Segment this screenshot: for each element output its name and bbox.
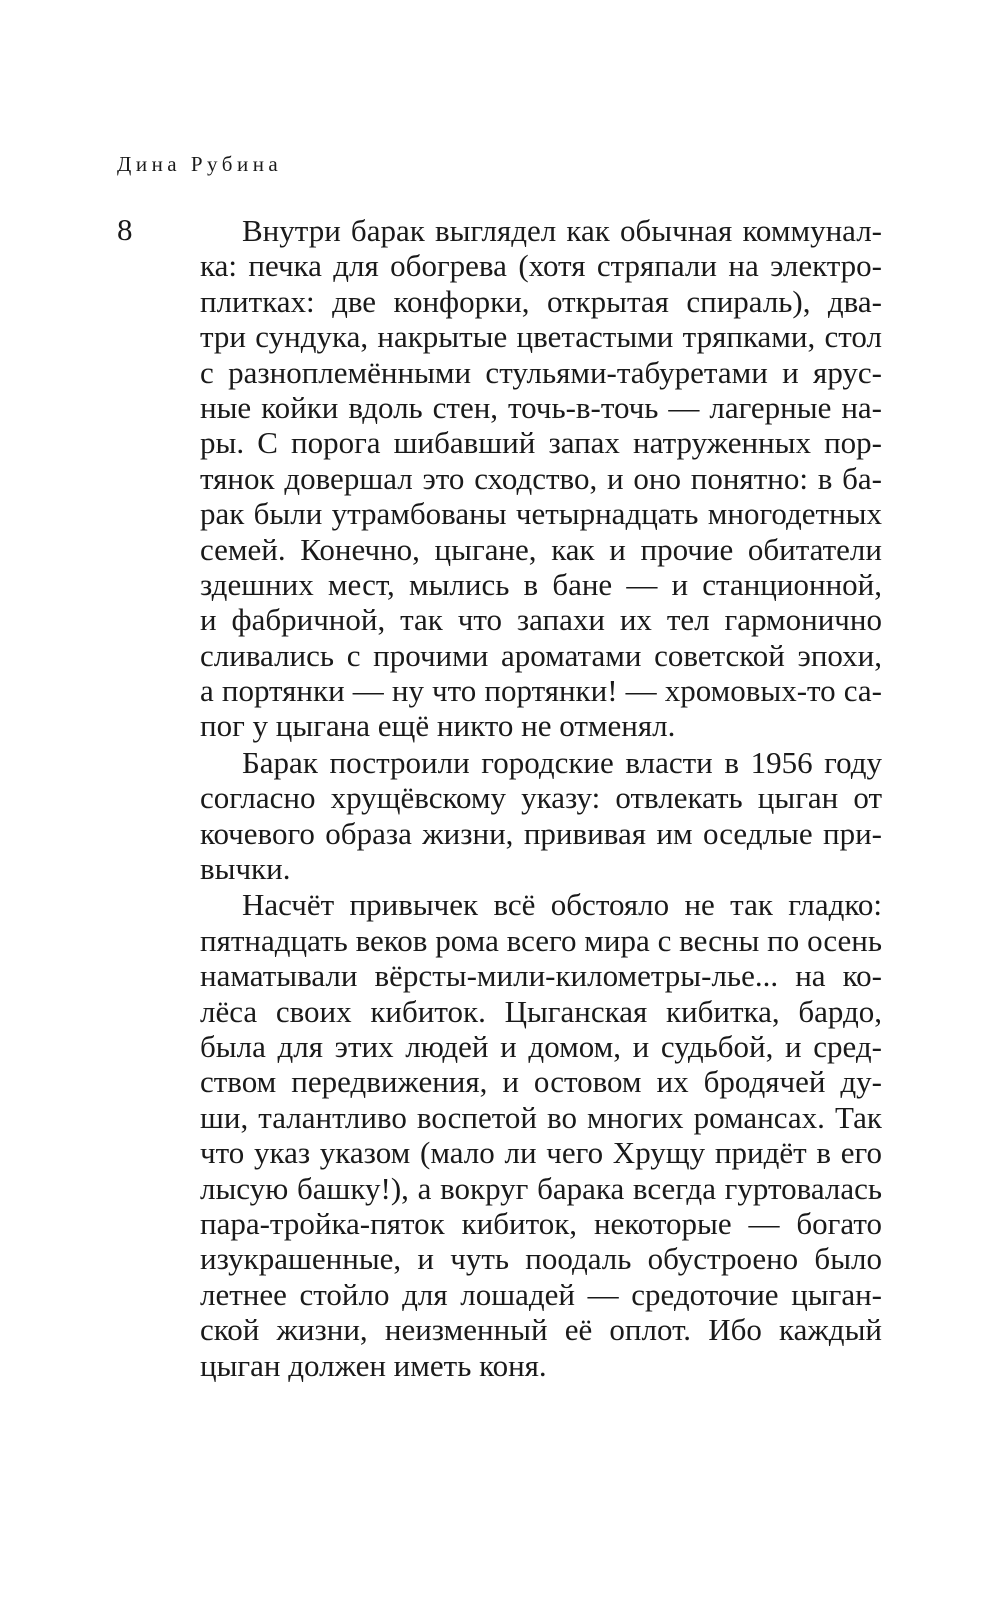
text-line: была для этих людей и домом, и судьбой, и сред- bbox=[200, 1028, 882, 1064]
paragraph-3 bbox=[200, 887, 882, 1382]
text-line: ка: печка для обогрева (хотя стряпали на электро- bbox=[200, 248, 882, 284]
text-line: цыган должен иметь коня. bbox=[200, 1347, 547, 1383]
body-text bbox=[200, 213, 882, 1383]
text-line: вычки. bbox=[200, 851, 291, 887]
text-line: что указ указом (мало ли чего Хрущу придёт в его bbox=[200, 1135, 882, 1171]
text-line: лёса своих кибиток. Цыганская кибитка, бардо, bbox=[200, 993, 882, 1029]
text-line: ры. С порога шибавший запах натруженных пор- bbox=[200, 425, 882, 461]
text-line: семей. Конечно, цыгане, как и прочие обитатели bbox=[200, 531, 882, 567]
text-line: тянок довершал это сходство, и оно понятно: в ба- bbox=[200, 460, 882, 496]
text-line: пара-тройка-пяток кибиток, некоторые — богато bbox=[200, 1205, 882, 1241]
text-line: Внутри барак выглядел как обычная коммунал- bbox=[242, 213, 882, 248]
text-line: ные койки вдоль стен, точь-в-точь — лагерные на- bbox=[200, 389, 882, 425]
text-line: здешних мест, мылись в бане — и станционной, bbox=[200, 566, 882, 602]
text-line: наматывали вёрсты-мили-километры-лье... на ко- bbox=[200, 958, 882, 994]
text-line: рак были утрамбованы четырнадцать многодетных bbox=[200, 496, 882, 532]
page-number: 8 bbox=[117, 212, 133, 247]
text-line: ши, талантливо воспетой во многих романсах. Так bbox=[200, 1099, 882, 1135]
text-line: три сундука, накрытые цветастыми тряпками, стол bbox=[200, 319, 882, 355]
text-line: Насчёт привычек всё обстояло не так гладко: bbox=[242, 887, 882, 923]
text-line: кочевого образа жизни, прививая им оседлые при- bbox=[200, 815, 882, 851]
text-line: Барак построили городские власти в 1956 году bbox=[242, 744, 882, 780]
text-line: лысую башку!), а вокруг барака всегда гуртовалась bbox=[200, 1170, 882, 1206]
text-line: а портянки — ну что портянки! — хромовых-то са- bbox=[200, 673, 882, 709]
text-line: ством передвижения, и остовом их бродячей ду- bbox=[200, 1064, 882, 1100]
text-line: с разноплемёнными стульями-табуретами и ярус- bbox=[200, 354, 882, 390]
text-line: пог у цыгана ещё никто не отменял. bbox=[200, 708, 676, 744]
text-line: изукрашенные, и чуть поодаль обустроено было bbox=[200, 1241, 882, 1277]
text-line: летнее стойло для лошадей — средоточие цыган- bbox=[200, 1276, 882, 1312]
paragraph-2 bbox=[200, 745, 882, 887]
text-line: и фабричной, так что запахи их тел гармонично bbox=[200, 602, 882, 638]
text-line: согласно хрущёвскому указу: отвлекать цыган от bbox=[200, 780, 882, 816]
text-line: сливались с прочими ароматами советской эпохи, bbox=[200, 637, 882, 673]
text-line: пятнадцать веков рома всего мира с весны по осень bbox=[200, 922, 882, 958]
text-line: ской жизни, неизменный её оплот. Ибо каждый bbox=[200, 1312, 882, 1348]
text-line: плитках: две конфорки, открытая спираль), два- bbox=[200, 283, 882, 319]
paragraph-1 bbox=[200, 213, 882, 744]
running-head: Дина Рубина bbox=[117, 152, 283, 176]
